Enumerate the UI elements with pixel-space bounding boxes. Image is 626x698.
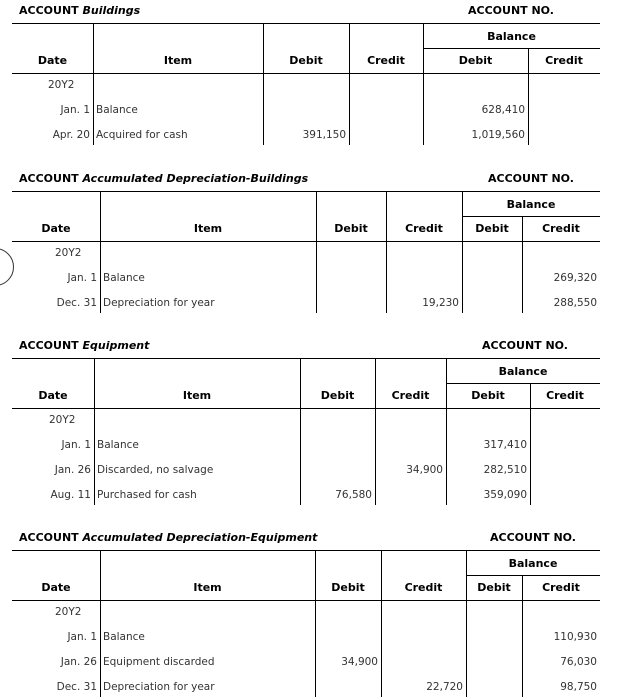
entry-item: Depreciation for year — [103, 681, 215, 693]
entry-balance-credit: 110,930 — [553, 631, 597, 643]
balance-header: Balance — [498, 365, 548, 378]
account-no-label: ACCOUNT NO. — [468, 4, 554, 17]
entry-item: Balance — [97, 439, 139, 451]
item-header: Item — [182, 389, 212, 402]
balance-divider — [466, 575, 600, 576]
column-divider — [100, 191, 101, 313]
balance-header: Balance — [487, 30, 536, 43]
debit-header: Debit — [331, 581, 365, 594]
table-top-border — [12, 358, 600, 359]
account-name: Equipment — [82, 339, 150, 352]
account-prefix: ACCOUNT — [19, 339, 79, 352]
account-no-label: ACCOUNT NO. — [490, 531, 576, 544]
entry-item: Acquired for cash — [96, 129, 188, 141]
year-label: 20Y2 — [49, 414, 76, 426]
entry-date: Dec. 31 — [56, 297, 97, 309]
column-divider — [386, 191, 387, 313]
balance-debit-header: Debit — [458, 54, 493, 67]
entry-date: Jan. 1 — [61, 439, 91, 451]
entry-item: Balance — [103, 272, 145, 284]
entry-date: Aug. 11 — [50, 489, 91, 501]
entry-item: Purchased for cash — [97, 489, 197, 501]
account-prefix: ACCOUNT — [19, 4, 79, 17]
entry-balance-debit: 1,019,560 — [471, 129, 525, 141]
balance-credit-header: Credit — [546, 389, 584, 402]
column-divider — [263, 23, 264, 145]
column-divider — [381, 550, 382, 697]
entry-date: Jan. 26 — [60, 656, 97, 668]
balance-header: Balance — [508, 557, 558, 570]
entry-balance-debit: 317,410 — [483, 439, 527, 451]
column-divider — [375, 358, 376, 505]
column-divider — [100, 550, 101, 697]
balance-divider — [462, 216, 600, 217]
entry-balance-credit: 76,030 — [560, 656, 597, 668]
item-header: Item — [163, 54, 193, 67]
entry-balance-credit: 98,750 — [560, 681, 597, 693]
column-divider — [93, 23, 94, 145]
entry-date: Dec. 31 — [56, 681, 97, 693]
entry-date: Jan. 1 — [67, 272, 97, 284]
balance-credit-header: Credit — [542, 222, 580, 235]
item-header: Item — [193, 222, 223, 235]
entry-balance-debit: 359,090 — [483, 489, 527, 501]
entry-date: Apr. 20 — [52, 129, 90, 141]
account-no-label: ACCOUNT NO. — [482, 339, 568, 352]
account-title — [19, 531, 317, 544]
entry-item: Depreciation for year — [103, 297, 215, 309]
entry-item: Discarded, no salvage — [97, 464, 214, 476]
account-name: Accumulated Depreciation-Buildings — [82, 172, 309, 185]
entry-date: Jan. 1 — [67, 631, 97, 643]
account-prefix: ACCOUNT — [19, 531, 79, 544]
entry-credit: 22,720 — [426, 681, 463, 693]
credit-header: Credit — [405, 222, 443, 235]
balance-debit-header: Debit — [475, 222, 509, 235]
entry-credit: 34,900 — [406, 464, 443, 476]
account-title — [19, 172, 308, 185]
credit-header: Credit — [367, 54, 405, 67]
account-prefix: ACCOUNT — [19, 172, 79, 185]
year-label: 20Y2 — [48, 79, 75, 91]
account-name: Buildings — [82, 4, 141, 17]
entry-item: Balance — [96, 104, 138, 116]
entry-debit: 76,580 — [335, 489, 372, 501]
column-divider — [94, 358, 95, 505]
header-bottom-border — [12, 408, 600, 409]
year-label: 20Y2 — [55, 247, 82, 259]
debit-header: Debit — [320, 389, 355, 402]
balance-debit-header: Debit — [477, 581, 511, 594]
date-header: Date — [41, 222, 71, 235]
account-no-label: ACCOUNT NO. — [488, 172, 574, 185]
account-title — [19, 339, 149, 352]
date-header: Date — [38, 389, 68, 402]
entry-item: Equipment discarded — [103, 656, 215, 668]
balance-credit-header: Credit — [542, 581, 580, 594]
date-header: Date — [37, 54, 68, 67]
entry-balance-credit: 288,550 — [553, 297, 597, 309]
entry-balance-credit: 269,320 — [553, 272, 597, 284]
entry-date: Jan. 1 — [60, 104, 90, 116]
account-title — [19, 4, 140, 17]
debit-header: Debit — [289, 54, 323, 67]
column-divider — [349, 23, 350, 145]
entry-date: Jan. 26 — [54, 464, 91, 476]
column-divider — [316, 191, 317, 313]
entry-balance-debit: 282,510 — [483, 464, 527, 476]
entry-debit: 391,150 — [302, 129, 346, 141]
column-divider — [446, 358, 447, 505]
debit-header: Debit — [334, 222, 368, 235]
column-divider — [300, 358, 301, 505]
balance-credit-header: Credit — [545, 54, 583, 67]
account-name: Accumulated Depreciation-Equipment — [82, 531, 318, 544]
credit-header: Credit — [404, 581, 443, 594]
credit-header: Credit — [391, 389, 430, 402]
column-divider — [315, 550, 316, 697]
entry-balance-debit: 628,410 — [481, 104, 525, 116]
column-divider — [466, 550, 467, 697]
table-top-border — [12, 23, 600, 24]
balance-divider — [423, 48, 600, 49]
balance-debit-header: Debit — [471, 389, 505, 402]
entry-credit: 19,230 — [422, 297, 459, 309]
entry-item: Balance — [103, 631, 145, 643]
entry-debit: 34,900 — [341, 656, 378, 668]
balance-divider — [446, 383, 600, 384]
year-label: 20Y2 — [55, 606, 82, 618]
date-header: Date — [41, 581, 71, 594]
header-bottom-border — [12, 73, 600, 74]
balance-header: Balance — [506, 198, 556, 211]
item-header: Item — [193, 581, 222, 594]
